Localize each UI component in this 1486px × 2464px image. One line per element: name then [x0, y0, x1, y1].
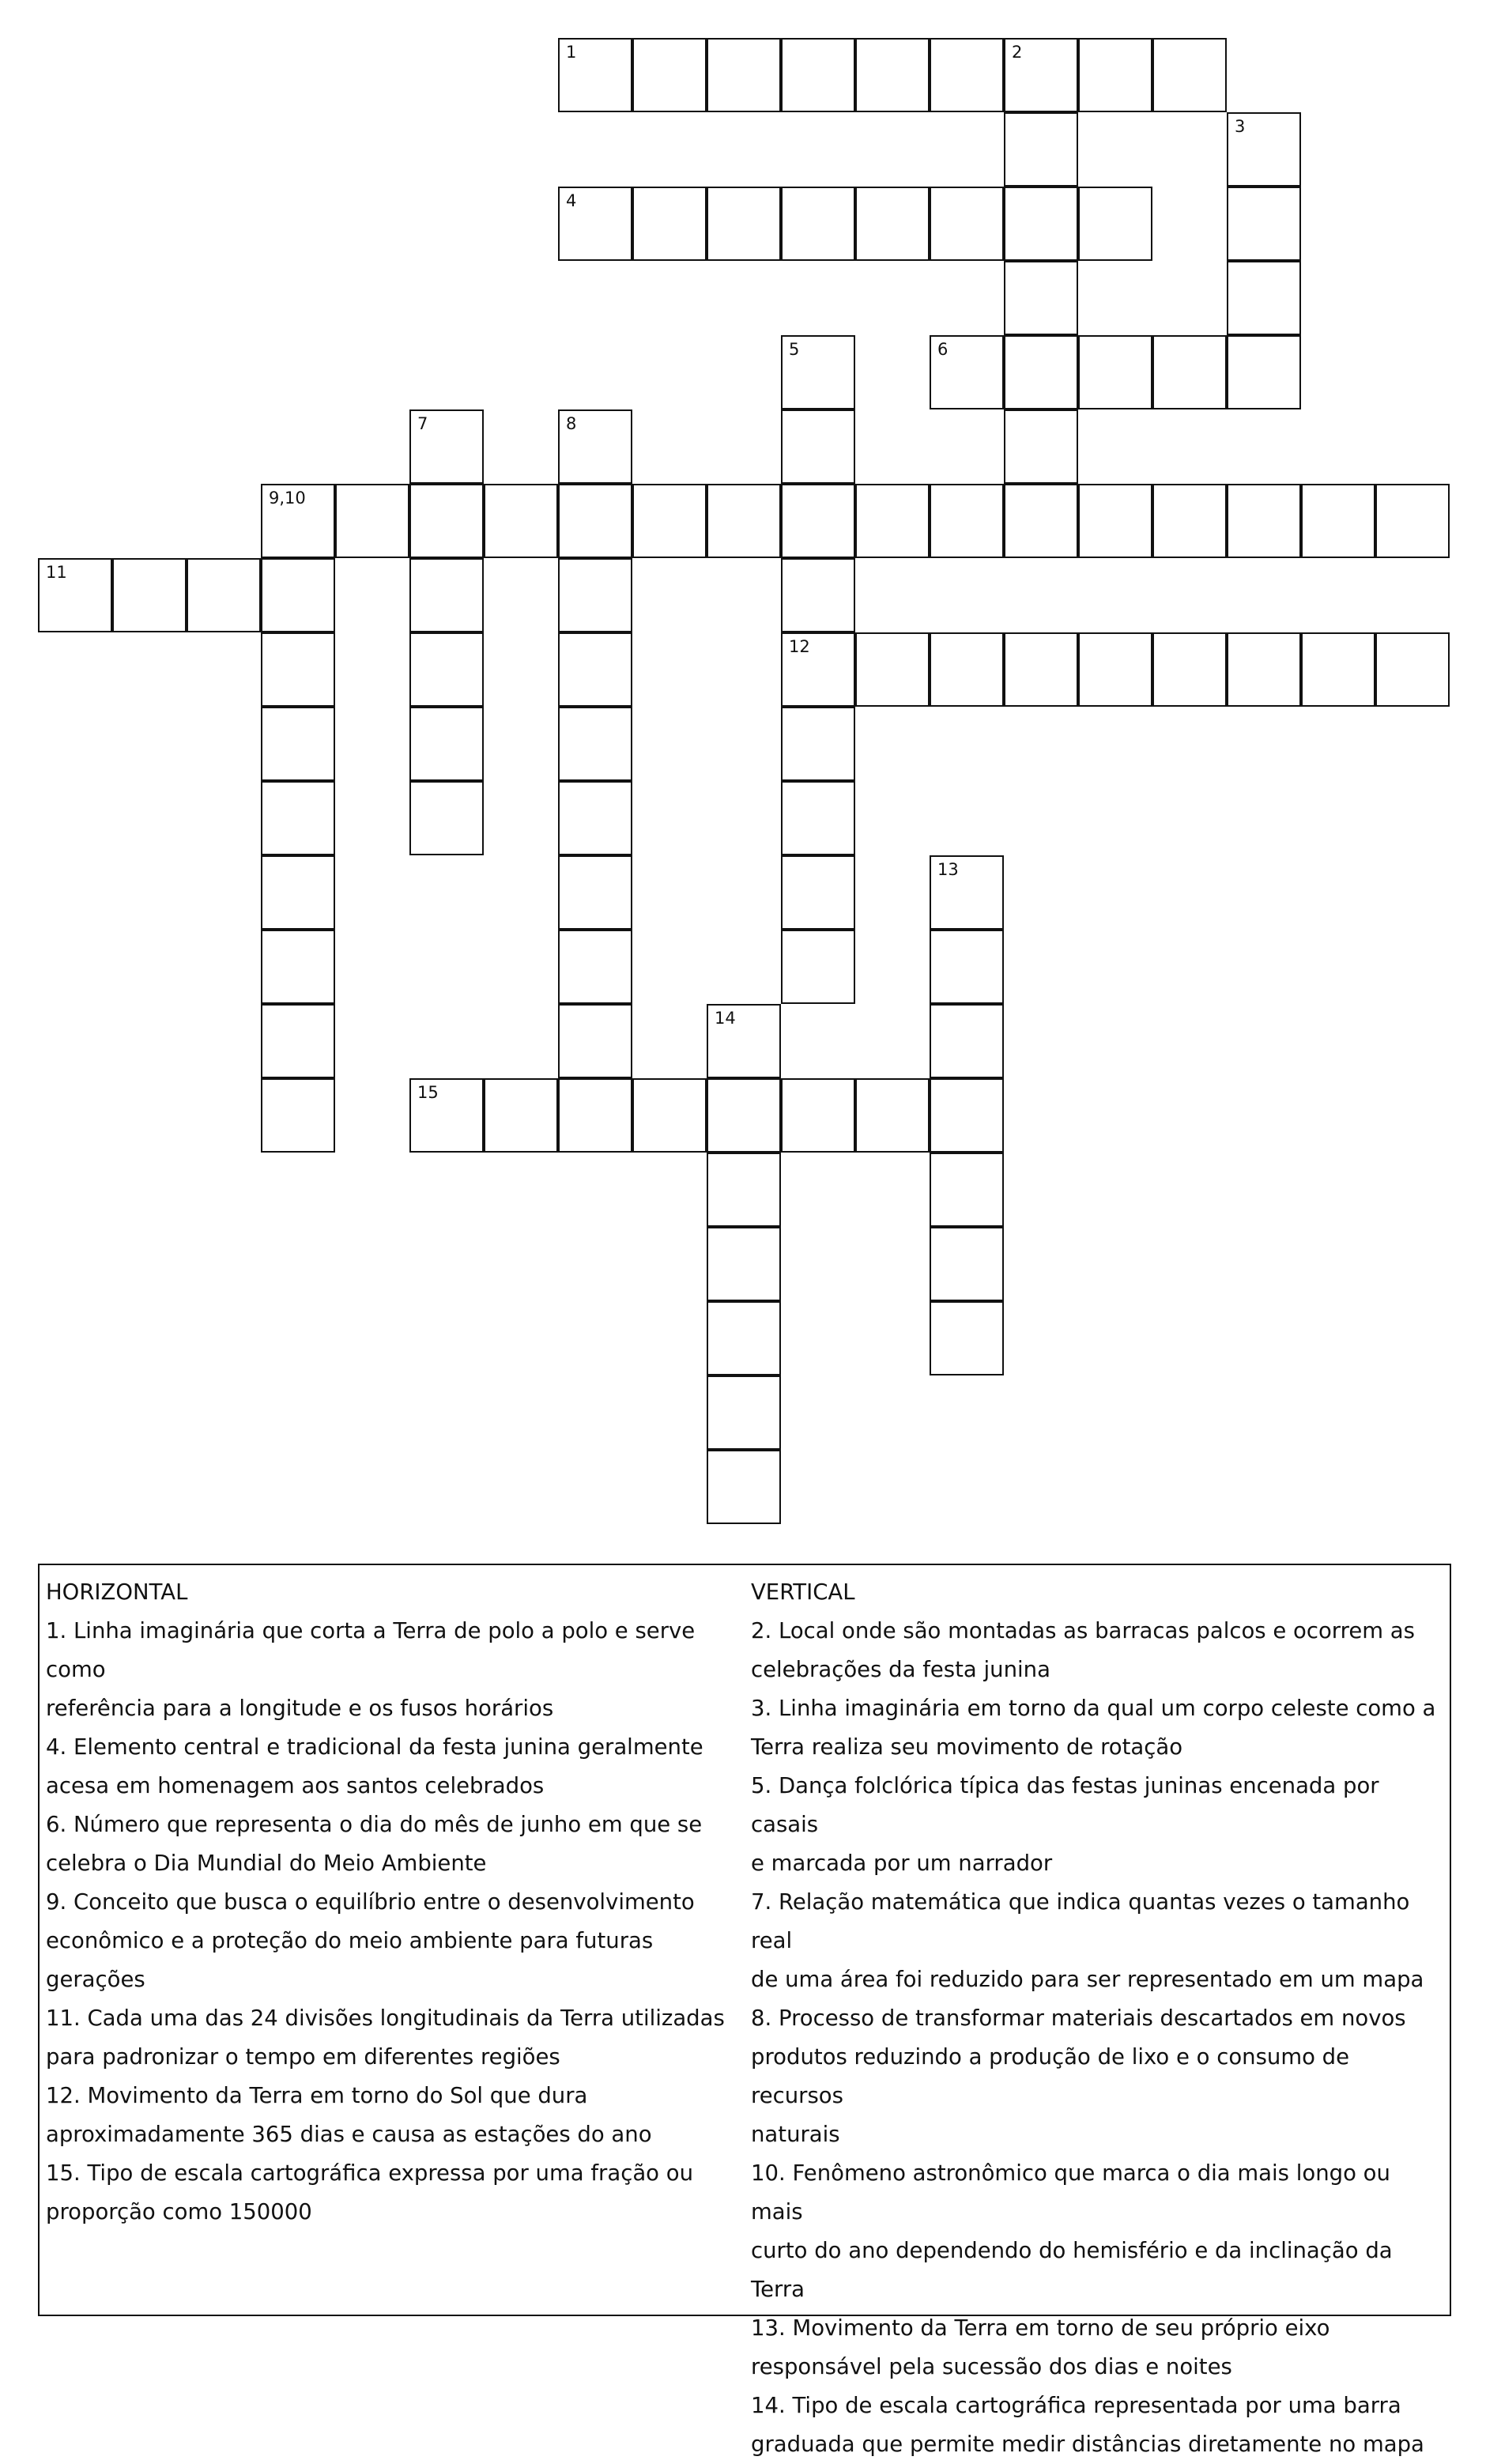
clue-line-v14: 13. Movimento da Terra em torno de seu próprio eixo	[751, 2315, 1330, 2341]
crossword-cell[interactable]	[1004, 112, 1078, 187]
crossword-cell[interactable]	[1375, 484, 1450, 558]
horizontal-heading: HORIZONTAL	[46, 1579, 188, 1605]
crossword-cell-14[interactable]	[707, 1004, 781, 1078]
crossword-cell[interactable]	[558, 484, 632, 558]
crossword-cell[interactable]	[484, 484, 558, 558]
crossword-cell[interactable]	[1375, 632, 1450, 707]
vertical-clues	[751, 1573, 1446, 2464]
crossword-cell[interactable]	[707, 1375, 781, 1450]
clue-line-v16: 14. Tipo de escala cartográfica representada por uma barra	[751, 2393, 1401, 2418]
crossword-cell[interactable]	[632, 187, 707, 261]
clue-line-h7: 9. Conceito que busca o equilíbrio entre o desenvolvimento	[46, 1889, 695, 1915]
crossword-cell[interactable]	[261, 855, 335, 930]
clue-number: 12	[789, 637, 810, 656]
crossword-cell[interactable]	[707, 484, 781, 558]
crossword-cell-2[interactable]	[1004, 38, 1078, 112]
crossword-cell[interactable]	[707, 38, 781, 112]
crossword-cell[interactable]	[707, 1301, 781, 1375]
crossword-cell[interactable]	[781, 187, 855, 261]
clue-number: 9,10	[269, 489, 306, 508]
clue-line-h14: proporção como 150000	[46, 2199, 312, 2224]
crossword-cell[interactable]	[781, 855, 855, 930]
crossword-cell[interactable]	[261, 558, 335, 632]
clues-box	[38, 1564, 1451, 2457]
crossword-cell[interactable]	[781, 484, 855, 558]
clue-line-v6: e marcada por um narrador	[751, 1851, 1053, 1876]
crossword-cell[interactable]	[1227, 187, 1301, 261]
crossword-cell[interactable]	[1004, 409, 1078, 484]
clue-line-v7: 7. Relação matemática que indica quantas vezes o tamanho real	[751, 1889, 1410, 1953]
crossword-cell[interactable]	[1227, 261, 1301, 335]
crossword-cell[interactable]	[261, 1004, 335, 1078]
crossword-cell[interactable]	[1227, 484, 1301, 558]
crossword-cell[interactable]	[930, 1004, 1004, 1078]
crossword-cell[interactable]	[261, 781, 335, 855]
clue-line-h10: para padronizar o tempo em diferentes regiões	[46, 2044, 560, 2070]
crossword-cell[interactable]	[781, 1078, 855, 1153]
crossword-cell[interactable]	[707, 1078, 781, 1153]
crossword-cell[interactable]	[409, 632, 484, 707]
clue-line-h6: celebra o Dia Mundial do Meio Ambiente	[46, 1851, 487, 1876]
clue-number: 11	[46, 563, 67, 582]
crossword-cell[interactable]	[1004, 261, 1078, 335]
clue-number: 13	[937, 860, 959, 879]
crossword-cell-6[interactable]	[930, 335, 1004, 409]
crossword-cell[interactable]	[558, 1078, 632, 1153]
crossword-cell[interactable]	[1227, 632, 1301, 707]
crossword-cell[interactable]	[1152, 335, 1227, 409]
crossword-cell[interactable]	[1004, 335, 1078, 409]
clue-number: 15	[417, 1083, 439, 1102]
clue-number: 8	[566, 414, 577, 433]
crossword-cell[interactable]	[1004, 187, 1078, 261]
crossword-cell[interactable]	[1301, 484, 1375, 558]
crossword-cell[interactable]	[261, 632, 335, 707]
crossword-cell[interactable]	[781, 707, 855, 781]
crossword-cell[interactable]	[558, 632, 632, 707]
crossword-cell[interactable]	[335, 484, 409, 558]
clue-line-v15: responsável pela sucessão dos dias e noites	[751, 2354, 1232, 2379]
crossword-cell[interactable]	[930, 187, 1004, 261]
clue-line-v13: curto do ano dependendo do hemisfério e da inclinação da Terra	[751, 2238, 1393, 2302]
crossword-cell[interactable]	[855, 187, 930, 261]
crossword-cell[interactable]	[707, 1153, 781, 1227]
clue-line-h11: 12. Movimento da Terra em torno do Sol que dura	[46, 2083, 588, 2108]
crossword-cell[interactable]	[1152, 632, 1227, 707]
crossword-cell-11[interactable]	[38, 558, 112, 632]
crossword-cell[interactable]	[930, 1301, 1004, 1375]
clue-number: 6	[937, 340, 949, 359]
crossword-cell-8[interactable]	[558, 409, 632, 484]
clue-line-h8: econômico e a proteção do meio ambiente para futuras gerações	[46, 1928, 654, 1992]
crossword-cell[interactable]	[112, 558, 187, 632]
clue-line-h13: 15. Tipo de escala cartográfica expressa por uma fração ou	[46, 2160, 693, 2186]
crossword-cell[interactable]	[855, 484, 930, 558]
crossword-cell[interactable]	[930, 1078, 1004, 1153]
crossword-cell[interactable]	[930, 38, 1004, 112]
clue-line-v8: de uma área foi reduzido para ser representado em um mapa	[751, 1967, 1424, 1992]
vertical-heading: VERTICAL	[751, 1579, 855, 1605]
clue-line-h12: aproximadamente 365 dias e causa as estações do ano	[46, 2122, 652, 2147]
crossword-cell[interactable]	[261, 707, 335, 781]
crossword-cell[interactable]	[1078, 38, 1152, 112]
clue-line-v4: Terra realiza seu movimento de rotação	[751, 1734, 1183, 1760]
crossword-cell[interactable]	[707, 1227, 781, 1301]
crossword-cell[interactable]	[1004, 632, 1078, 707]
crossword-cell[interactable]	[781, 38, 855, 112]
crossword-cell-1[interactable]	[558, 38, 632, 112]
clue-number: 3	[1235, 117, 1246, 136]
clue-line-v11: naturais	[751, 2122, 840, 2147]
clue-line-v12: 10. Fenômeno astronômico que marca o dia mais longo ou mais	[751, 2160, 1390, 2224]
crossword-cell[interactable]	[409, 558, 484, 632]
clue-line-v2: celebrações da festa junina	[751, 1657, 1050, 1682]
crossword-cell[interactable]	[707, 1450, 781, 1524]
clue-number: 2	[1012, 43, 1023, 62]
crossword-cell[interactable]	[261, 1078, 335, 1153]
crossword-cell[interactable]	[1004, 484, 1078, 558]
crossword-cell[interactable]	[930, 1227, 1004, 1301]
crossword-cell[interactable]	[409, 484, 484, 558]
crossword-cell[interactable]	[409, 707, 484, 781]
crossword-cell[interactable]	[930, 930, 1004, 1004]
crossword-cell-7[interactable]	[409, 409, 484, 484]
crossword-cell[interactable]	[632, 1078, 707, 1153]
crossword-cell[interactable]	[855, 38, 930, 112]
clue-number: 14	[715, 1009, 736, 1028]
clue-line-v17: graduada que permite medir distâncias diretamente no mapa	[751, 2432, 1424, 2457]
crossword-cell[interactable]	[558, 1004, 632, 1078]
clue-line-v5: 5. Dança folclórica típica das festas juninas encenada por casais	[751, 1773, 1379, 1837]
crossword-cell[interactable]	[930, 1153, 1004, 1227]
crossword-cell-3[interactable]	[1227, 112, 1301, 187]
crossword-cell[interactable]	[409, 781, 484, 855]
clue-number: 1	[566, 43, 577, 62]
crossword-cell[interactable]	[855, 632, 930, 707]
crossword-cell-12[interactable]	[781, 632, 855, 707]
crossword-cell[interactable]	[1078, 632, 1152, 707]
crossword-cell[interactable]	[1152, 484, 1227, 558]
crossword-cell-13[interactable]	[930, 855, 1004, 930]
crossword-cell[interactable]	[558, 781, 632, 855]
crossword-cell-15[interactable]	[409, 1078, 484, 1153]
crossword-cell[interactable]	[1301, 632, 1375, 707]
clue-number: 5	[789, 340, 800, 359]
clue-line-h5: 6. Número que representa o dia do mês de junho em que se	[46, 1812, 703, 1837]
clue-line-v3: 3. Linha imaginária em torno da qual um corpo celeste como a	[751, 1696, 1436, 1721]
clue-line-h4: acesa em homenagem aos santos celebrados	[46, 1773, 545, 1798]
crossword-cell[interactable]	[632, 38, 707, 112]
crossword-cell[interactable]	[781, 558, 855, 632]
crossword-cell[interactable]	[781, 930, 855, 1004]
crossword-cell[interactable]	[484, 1078, 558, 1153]
crossword-cell[interactable]	[781, 781, 855, 855]
crossword-cell[interactable]	[261, 930, 335, 1004]
clue-number: 7	[417, 414, 428, 433]
crossword-cell[interactable]	[930, 632, 1004, 707]
clue-line-h1: 1. Linha imaginária que corta a Terra de polo a polo e serve como	[46, 1618, 696, 1682]
crossword-cell[interactable]	[558, 558, 632, 632]
crossword-cell-5[interactable]	[781, 335, 855, 409]
crossword-cell[interactable]	[707, 187, 781, 261]
clue-line-h2: referência para a longitude e os fusos horários	[46, 1696, 554, 1721]
crossword-cell[interactable]	[558, 855, 632, 930]
crossword-cell[interactable]	[930, 484, 1004, 558]
crossword-cell[interactable]	[1152, 38, 1227, 112]
clue-line-v10: produtos reduzindo a produção de lixo e o consumo de recursos	[751, 2044, 1350, 2108]
crossword-cell[interactable]	[1078, 187, 1152, 261]
clue-line-h9: 11. Cada uma das 24 divisões longitudinais da Terra utilizadas	[46, 2006, 725, 2031]
crossword-cell[interactable]	[1078, 335, 1152, 409]
crossword-cell[interactable]	[1078, 484, 1152, 558]
crossword-cell-4[interactable]	[558, 187, 632, 261]
clue-line-v9: 8. Processo de transformar materiais descartados em novos	[751, 2006, 1406, 2031]
clue-line-h3: 4. Elemento central e tradicional da festa junina geralmente	[46, 1734, 703, 1760]
crossword-cell[interactable]	[632, 484, 707, 558]
crossword-cell[interactable]	[1227, 335, 1301, 409]
crossword-cell[interactable]	[558, 707, 632, 781]
clue-line-v1: 2. Local onde são montadas as barracas palcos e ocorrem as	[751, 1618, 1415, 1643]
crossword-cell[interactable]	[781, 409, 855, 484]
horizontal-clues	[46, 1573, 741, 2232]
crossword-cell-9-10[interactable]	[261, 484, 335, 558]
clue-number: 4	[566, 191, 577, 210]
crossword-cell[interactable]	[187, 558, 261, 632]
crossword-cell[interactable]	[855, 1078, 930, 1153]
crossword-cell[interactable]	[558, 930, 632, 1004]
